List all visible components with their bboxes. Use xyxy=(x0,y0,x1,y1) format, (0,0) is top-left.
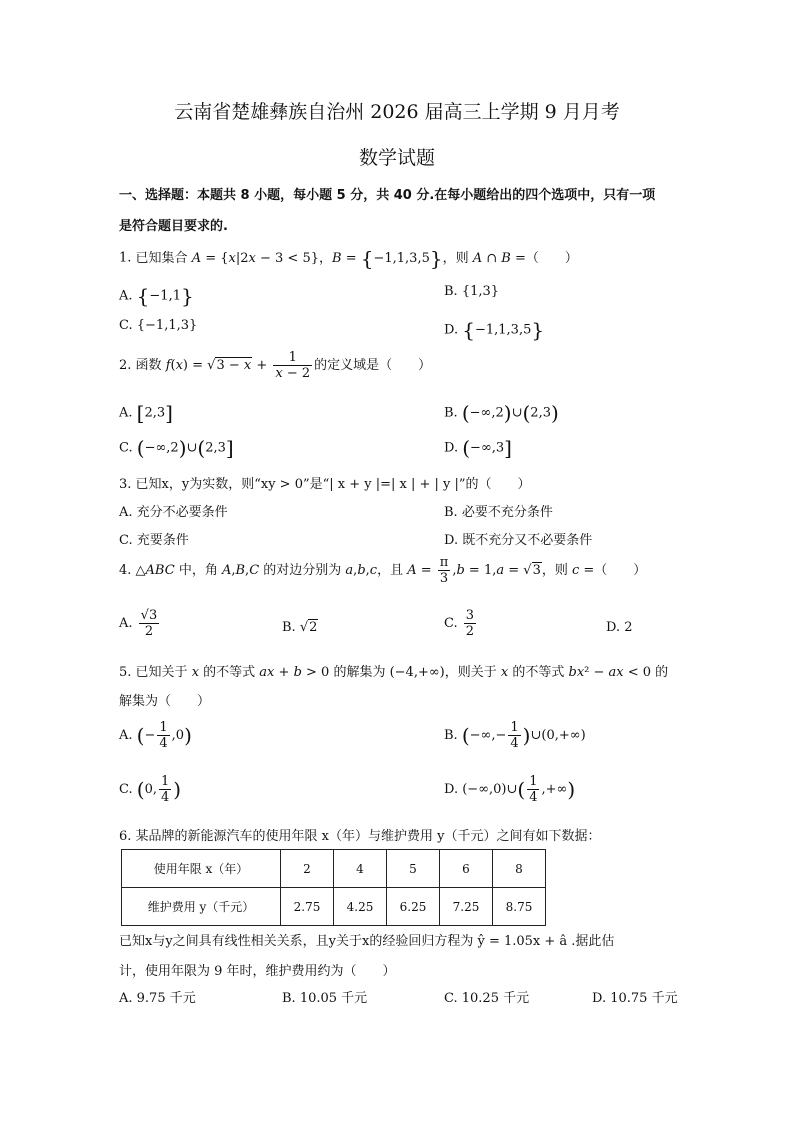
section-heading-line1: 一、选择题：本题共 8 小题，每小题 5 分，共 40 分.在每小题给出的四个选项中，只有一项 xyxy=(119,188,656,203)
question-text: △ABC 中，角 A,B,C 的对边分别为 a,b,c，且 A = $\frac{\pi}{3}$ ,b = 1,a = √3，则 c =（ ） xyxy=(135,555,647,586)
q4-option-d: D. 2 xyxy=(606,620,633,635)
q2-option-c: C. (−∞,2)∪(2,3] xyxy=(119,436,234,460)
question-text: 已知关于 x 的不等式 ax + b > 0 的解集为 (−4,+∞)，则关于 x 的不等式 bx² − ax < 0 的 xyxy=(135,665,669,680)
table-cell: 6 xyxy=(440,850,493,888)
table-row-label: 维护费用 y（千元） xyxy=(122,888,281,926)
table-cell: 7.25 xyxy=(440,888,493,926)
q5-option-b: B. (−∞,− $\frac{1}{4}$ )∪(0,+∞) xyxy=(444,720,586,751)
question-1 xyxy=(119,246,578,270)
table-cell: 4 xyxy=(334,850,387,888)
q4-option-a: A. $\frac{√3}{2}$ xyxy=(119,608,158,639)
q3-option-a: A. 充分不必要条件 xyxy=(119,505,228,520)
table-cell: 6.25 xyxy=(387,888,440,926)
question-text: 已知x，y为实数，则“xy > 0”是“| x + y |=| x | + | y |”的（ ） xyxy=(135,477,531,492)
question-6-continuation-2: 计，使用年限为 9 年时，维护费用约为（ ） xyxy=(119,964,396,979)
question-5-line2: 解集为（ ） xyxy=(119,694,211,709)
q4-option-b: B. √2 xyxy=(282,620,318,635)
q3-option-b: B. 必要不充分条件 xyxy=(444,505,553,520)
question-5 xyxy=(119,661,668,680)
table-cell: 5 xyxy=(387,850,440,888)
table-cell: 4.25 xyxy=(334,888,387,926)
q6-option-c: C. 10.25 千元 xyxy=(444,991,530,1006)
table-cell: 2 xyxy=(281,850,334,888)
question-number: 1. xyxy=(119,250,132,266)
q1-option-b: B. {1,3} xyxy=(444,284,500,299)
q6-option-b: B. 10.05 千元 xyxy=(282,991,368,1006)
q2-option-a: A. [2,3] xyxy=(119,401,173,425)
table-row-label: 使用年限 x（年） xyxy=(122,850,281,888)
exam-subtitle: 数学试题 xyxy=(358,147,435,169)
q2-option-b: B. (−∞,2)∪(2,3) xyxy=(444,401,559,425)
question-number: 4. xyxy=(119,563,132,578)
q5-option-d: D. (−∞,0)∪( $\frac{1}{4}$ ,+∞) xyxy=(444,774,576,805)
question-4 xyxy=(119,555,646,586)
q5-option-a: A. (− $\frac{1}{4}$ ,0) xyxy=(119,720,192,751)
question-text: 函数 f(x) = √3 − x + $\frac{1}{x - 2}$ 的定义域是（ ） xyxy=(135,350,432,381)
question-number: 2. xyxy=(119,358,132,373)
exam-title: 云南省楚雄彝族自治州 2026 届高三上学期 9 月月考 xyxy=(174,101,620,123)
table-cell: 8 xyxy=(493,850,546,888)
question-number: 6. xyxy=(119,829,132,844)
q6-option-d: D. 10.75 千元 xyxy=(592,991,678,1006)
section-heading-line2: 是符合题目要求的. xyxy=(119,219,228,234)
question-6 xyxy=(119,825,601,844)
data-table xyxy=(121,849,546,926)
q1-option-c: C. {−1,1,3} xyxy=(119,318,198,333)
question-2 xyxy=(119,350,431,381)
q3-option-c: C. 充要条件 xyxy=(119,533,189,548)
q6-option-a: A. 9.75 千元 xyxy=(119,991,196,1006)
q2-option-d: D. (−∞,3] xyxy=(444,436,512,460)
table-cell: 2.75 xyxy=(281,888,334,926)
question-text: 某品牌的新能源汽车的使用年限 x（年）与维护费用 y（千元）之间有如下数据： xyxy=(135,829,601,844)
table-row xyxy=(122,888,546,926)
table-cell: 8.75 xyxy=(493,888,546,926)
question-number: 5. xyxy=(119,665,132,680)
q1-option-a: A. {−1,1} xyxy=(119,284,194,308)
question-text: 已知集合 A = {x|2x − 3 < 5}，B = {−1,1,3,5}，则 A ∩ B =（ ） xyxy=(135,246,578,270)
q5-option-c: C. (0, $\frac{1}{4}$ ) xyxy=(119,774,182,805)
q3-option-d: D. 既不充分又不必要条件 xyxy=(444,533,593,548)
table-row xyxy=(122,850,546,888)
question-number: 3. xyxy=(119,477,132,492)
q4-option-c: C. $\frac{3}{2}$ xyxy=(444,608,475,639)
q1-option-d: D. {−1,1,3,5} xyxy=(444,318,545,342)
question-3 xyxy=(119,473,531,492)
question-6-continuation-1: 已知x与y之间具有线性相关关系，且y关于x的经验回归方程为 ŷ = 1.05x + â .据此估 xyxy=(119,934,615,949)
